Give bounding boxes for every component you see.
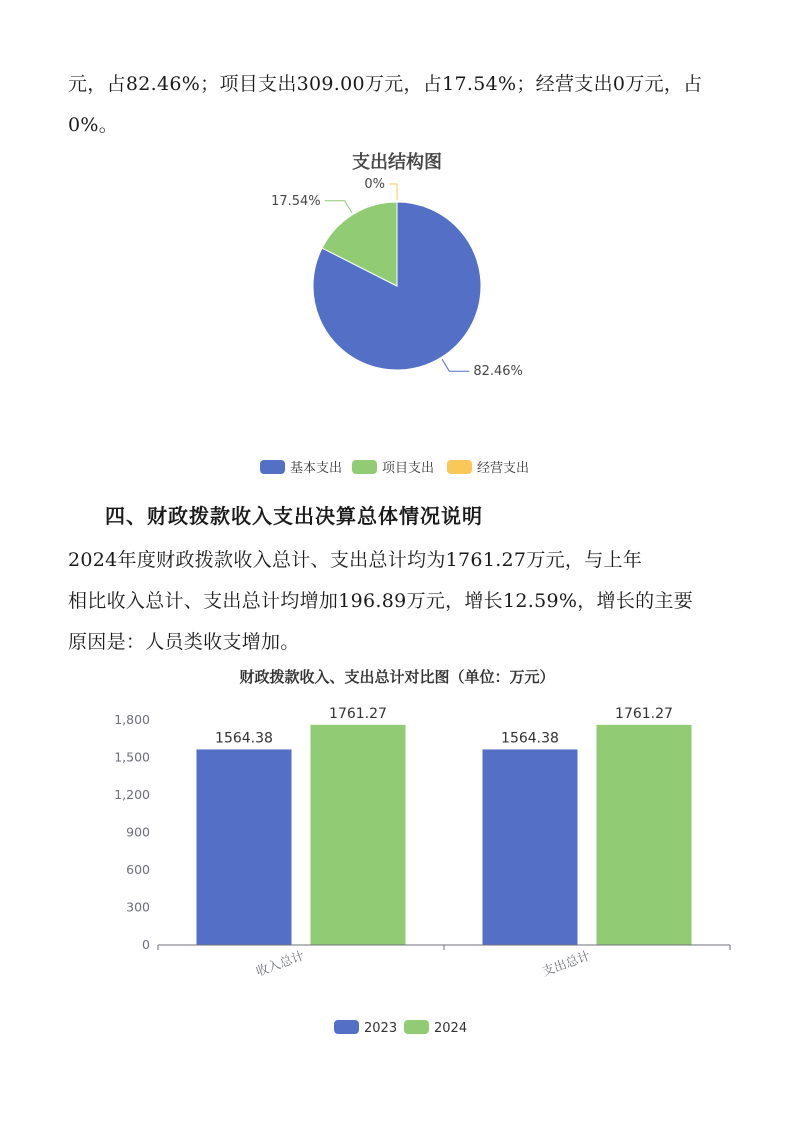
bar-income-total-2023 (197, 749, 292, 945)
bar-expenditure-total-2023 (483, 749, 578, 945)
bar-value-label: 1564.38 (215, 730, 273, 747)
bar-income-total-2024 (311, 725, 406, 945)
legend-operating-expenditure[interactable] (447, 460, 529, 476)
label-basic-expenditure: 82.46% (473, 364, 523, 380)
legend-swatch (334, 1020, 359, 1034)
y-tick-label: 1,500 (114, 749, 150, 765)
legend-series-2024[interactable] (404, 1020, 467, 1036)
x-category-label-income-total: 收入总计 (253, 947, 307, 979)
legend-swatch (352, 460, 377, 474)
legend-series-2023[interactable] (334, 1020, 397, 1036)
expenditure-structure-pie-chart (0, 140, 793, 485)
legend-label: 2023 (364, 1021, 398, 1036)
legend-swatch (447, 460, 472, 474)
pie-chart-title: 支出结构图 (352, 152, 442, 173)
legend-label: 项目支出 (382, 461, 435, 476)
bar-value-label: 1761.27 (615, 705, 673, 722)
section-heading: 四、财政拨款收入支出决算总体情况说明 (105, 504, 483, 528)
legend-basic-expenditure[interactable] (260, 460, 342, 476)
legend-label: 经营支出 (477, 461, 530, 476)
leader-line-2 (389, 184, 397, 200)
body-line-1: 2024年度财政拨款收入总计、支出总计均为1761.27万元，与上年 (68, 549, 643, 571)
legend-swatch (404, 1020, 429, 1034)
x-category-label-expenditure-total: 支出总计 (539, 947, 593, 979)
y-tick-label: 1,800 (114, 712, 150, 727)
intro-line-2: 0%。 (68, 114, 119, 136)
y-tick-label: 1,200 (114, 787, 150, 802)
bar-chart-title: 财政拨款收入、支出总计对比图（单位：万元） (239, 668, 555, 686)
y-tick-label: 300 (126, 899, 150, 915)
label-operating-expenditure: 0% (364, 177, 385, 192)
y-tick-label: 900 (126, 824, 150, 840)
y-tick-label: 600 (126, 862, 150, 877)
bar-expenditure-total-2024 (597, 725, 692, 945)
body-line-3: 原因是：人员类收支增加。 (68, 631, 300, 653)
body-line-2: 相比收入总计、支出总计均增加196.89万元，增长12.59%，增长的主要 (68, 590, 694, 612)
intro-line-1: 元，占82.46%；项目支出309.00万元，占17.54%；经营支出0万元，占 (68, 73, 703, 95)
leader-line-1 (325, 201, 352, 213)
label-project-expenditure: 17.54% (271, 193, 321, 209)
legend-label: 2024 (434, 1021, 468, 1036)
bar-value-label: 1761.27 (329, 705, 387, 722)
revenue-expenditure-bar-chart (0, 660, 793, 1050)
y-tick-label: 0 (142, 937, 150, 952)
legend-label: 基本支出 (290, 461, 343, 476)
legend-swatch (260, 460, 285, 474)
bar-value-label: 1564.38 (501, 730, 559, 747)
leader-line-0 (442, 359, 469, 371)
legend-project-expenditure[interactable] (352, 460, 434, 476)
